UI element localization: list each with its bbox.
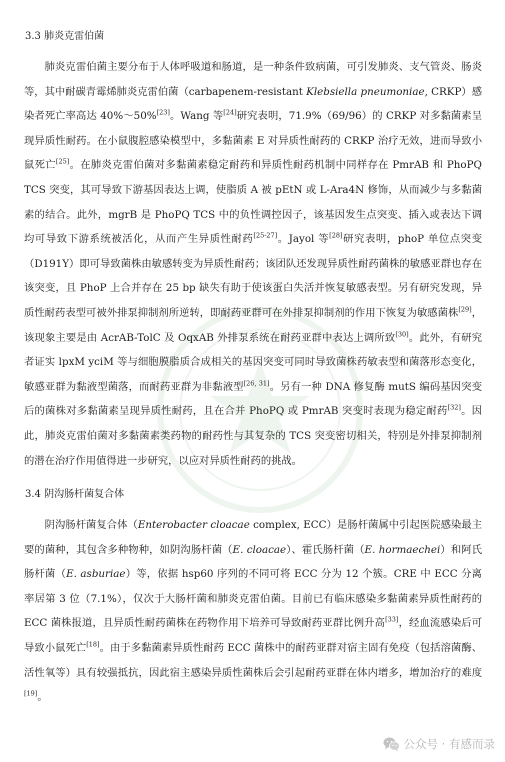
paragraph-klebsiella: 肺炎克雷伯菌主要分布于人体呼吸道和肠道，是一种条件致病菌，可引发肺炎、支气管炎、肠炎等，其中耐碳青霉烯肺炎克雷伯菌（carbapenem-resistant Klebsiella pneumoniae, CRKP）感染者死亡率高达 40%～50%[23]。Wang 等[24]研究表明，71.9%（69/96）的 CRKP 对多黏菌素呈现异质性耐药。在小鼠腹腔感染模型中，多黏菌素 E 对异质性耐药的 CRKP 治疗无效，进而导致小鼠死亡[25]。在肺炎克雷伯菌对多黏菌素稳定耐药和异质性耐药机制中同样存在 PmrAB 和 PhoPQ TCS 突变，其可导致下游基因表达上调，使脂质 A 被 pEtN 或 L-Ara4N 修饰，从而减少与多黏菌素的结合。此外，mgrB 是 PhoPQ TCS 中的负性调控因子，该基因发生点突变、插入或表达下调均可导致下游系统被活化，从而产生异质性耐药[25-27]。Jayol 等[28]研究表明，phoP 单位点突变（D191Y）即可导致菌株由敏感转变为异质性耐药；该团队还发现异质性耐药菌株的敏感亚群也存在该突变，且 PhoP 上合并存在 25 bp 缺失有助于使该蛋白失活并恢复敏感表型。另有研究发现，异质性耐药表型可被外排泵抑制剂所逆转，即耐药亚群可在外排泵抑制剂的作用下恢复为敏感菌株[29]，该现象主要是由 AcrAB-TolC 及 OqxAB 外排泵系统在耐药亚群中表达上调所致[30]。此外，有研究者证实 lpxM yciM 等与细胞膜脂质合成相关的基因突变可同时导致菌株药敏表型和菌落形态变化，敏感亚群为黏液型菌落，而耐药亚群为非黏液型[26, 31]。另有一种 DNA 修复酶 mutS 编码基因突变后的菌株对多黏菌素呈现异质性耐药，且在合并 PhoPQ 或 PmrAB 突变时表现为稳定耐药[32]。因此，肺炎克雷伯菌对多黏菌素类药物的耐药性与其复杂的 TCS 突变密切相关，特别是外排泵抑制剂的潜在治疗作用值得进一步研究，以应对异质性耐药的挑战。 [24, 61, 483, 467]
paragraph-enterobacter: 阴沟肠杆菌复合体（Enterobacter cloacae complex, ECC）是肠杆菌属中引起医院感染最主要的菌种，其包含多种物种，如阴沟肠杆菌（E. cloacae）、霍氏肠杆菌（E. hormaechei）和阿氏肠杆菌（E. asburiae）等，依据 hsp60 序列的不同可将 ECC 分为 12 个簇。CRE 中 ECC 分离率居第 3 位（7.1%），仅次于大肠杆菌和肺炎克雷伯菌。目前已有临床感染多黏菌素异质性耐药的 ECC 菌株报道，且异质性耐药菌株在药物作用下培养可导致耐药亚群比例升高[33]，经血流感染后可导致小鼠死亡[18]。由于多黏菌素异质性耐药 ECC 菌株中的耐药亚群对宿主固有免疫（包括溶菌酶、活性氧等）具有较强抵抗，因此宿主感染异质性菌株后会引起耐药亚群在体内增多，增加治疗的难度[19]。 [24, 519, 483, 704]
section-heading-klebsiella: 3.3 肺炎克雷伯菌 [25, 31, 105, 42]
section-heading-enterobacter: 3.4 阴沟肠杆菌复合体 [25, 489, 125, 500]
watermark-text: 公众号 · 有感而录 [403, 737, 495, 751]
wechat-icon [383, 737, 400, 752]
wechat-watermark [383, 736, 495, 752]
